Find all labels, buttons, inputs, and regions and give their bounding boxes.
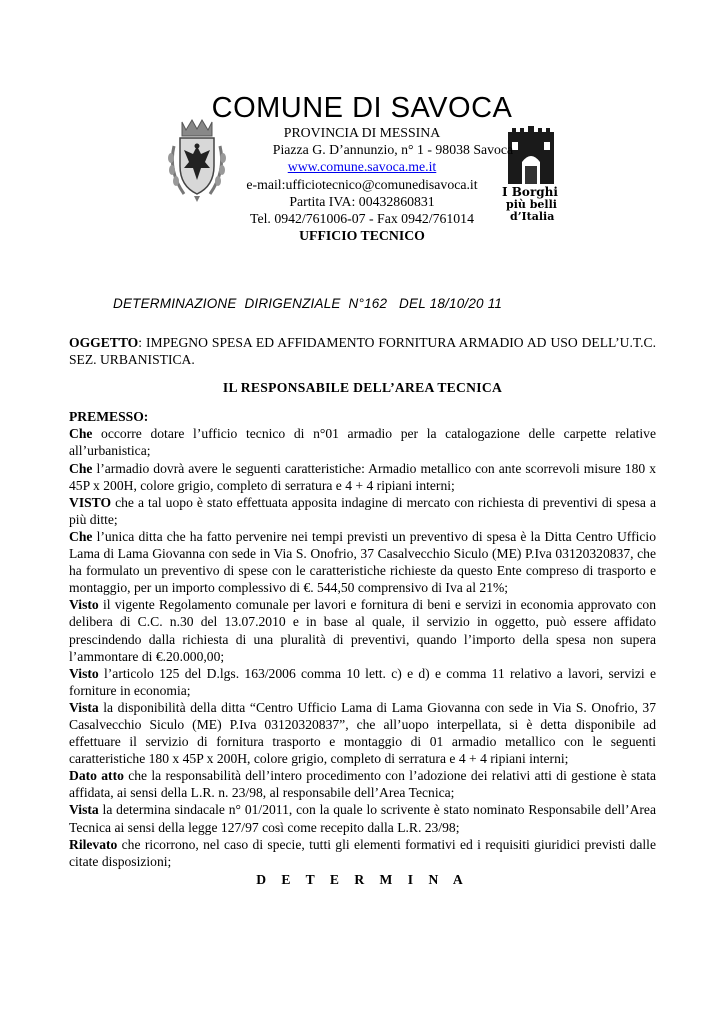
paragraph-text: che ricorrono, nel caso di specie, tutti gli elementi formativi ed i requisiti giuridici previsti dalle citate disposizioni; xyxy=(69,836,656,869)
paragraph-text: la disponibilità della ditta “Centro Ufficio Lama di Lama Giovanna con sede in Via S. Onofrio, 37 Casalvecchio Siculo (ME) P.Iva 03120320837”, che all’uopo interpellata, si è detta disponibile ad effettuare il servizio di fornitura trasporto e montaggio di 01 armadio metallico con le seguenti caratteristiche 180 x 45P x 200H, colore grigio, completo di serratura e 4 + 4 ripiani interni; xyxy=(69,699,656,767)
phone-fax: Tel. 0942/761006-07 - Fax 0942/761014 xyxy=(250,211,474,227)
paragraph-lead: Che xyxy=(69,426,93,442)
paragraph-lead: Vista xyxy=(69,699,99,715)
paragraph-lead: Visto xyxy=(69,665,99,681)
website-link[interactable]: www.comune.savoca.me.it xyxy=(287,159,437,175)
paragraph-lead: Che xyxy=(69,460,93,476)
determination-title: DETERMINAZIONE DIRIGENZIALE N°162 DEL 18/10/20 11 xyxy=(113,296,503,311)
paragraph-text: occorre dotare l’ufficio tecnico di n°01 armadio per la catalogazione delle carpette relative all’urbanistica; xyxy=(69,426,656,459)
address: Piazza G. D’annunzio, n° 1 - 98038 Savoca xyxy=(272,142,514,158)
subject-label: OGGETTO xyxy=(69,335,139,350)
paragraph-text: l’unica ditta che ha fatto pervenire nei tempi previsti un preventivo di spesa è la Ditta Centro Ufficio Lama di Lama Giovanna con sede in Via S. Onofrio, 37 Casalvecchio Siculo (ME) P.Iva 03120320837, che ha formulato un preventivo di spese con le caratteristiche richieste da questo Ente compreso di trasporto e montaggio, per un importo complessivo di €. 544,50 comprensivo di Iva al 21%; xyxy=(69,528,656,596)
paragraph-lead: Visto xyxy=(69,597,99,613)
premesso-heading: PREMESSO: xyxy=(69,409,149,425)
document-body xyxy=(69,334,656,888)
logo-line-3: d’Italia xyxy=(510,210,555,223)
paragraph-text: che la responsabilità dell’intero procedimento con l’adozione dei relativi atti di gestione è stata affidata, ai sensi della L.R. n. 23/98, al responsabile dell’Area Tecnica; xyxy=(69,768,657,801)
vat-number: Partita IVA: 00432860831 xyxy=(289,193,435,209)
paragraph xyxy=(69,494,656,528)
paragraph-lead: VISTO xyxy=(69,494,112,510)
paragraph xyxy=(69,596,656,664)
paragraph-text: l’armadio dovrà avere le seguenti caratteristiche: Armadio metallico con ante scorrevoli misure 180 x 45P x 200H, colore grigio, completo di serratura e 4 + 4 ripiani interni; xyxy=(69,460,656,493)
paragraph xyxy=(69,801,656,835)
letterhead xyxy=(0,92,724,244)
paragraph-lead: Rilevato xyxy=(69,836,118,852)
subject-text: : IMPEGNO SPESA ED AFFIDAMENTO FORNITURA ARMADIO AD USO DELL’U.T.C. SEZ. URBANISTICA. xyxy=(69,335,656,368)
paragraph xyxy=(69,425,656,459)
logo-line-2: più belli xyxy=(506,198,557,211)
paragraph-text: che a tal uopo è stato effettuata apposita indagine di mercato con richiesta di preventivi di spesa a più ditte; xyxy=(69,494,656,527)
province-name: PROVINCIA DI MESSINA xyxy=(283,125,441,140)
paragraph xyxy=(69,836,656,870)
logo-line-1: I Borghi xyxy=(502,185,558,199)
paragraph-lead: Che xyxy=(69,528,93,544)
paragraph-text: l’articolo 125 del D.lgs. 163/2006 comma 10 lett. c) e d) e comma 11 relativo a lavori, servizi e forniture in economia; xyxy=(69,665,656,698)
responsible-heading: IL RESPONSABILE DELL’AREA TECNICA xyxy=(222,380,503,396)
paragraph xyxy=(69,528,656,596)
paragraph-lead: Vista xyxy=(69,802,99,818)
email-address: e-mail:ufficiotecnico@comunedisavoca.it xyxy=(246,176,478,192)
paragraph-lead: Dato atto xyxy=(69,768,124,784)
municipality-name: COMUNE DI SAVOCA xyxy=(211,92,513,124)
determina-heading: D E T E R M I N A xyxy=(256,871,469,887)
paragraph-text: la determina sindacale n° 01/2011, con la quale lo scrivente è stato nominato Responsabile dell’Area Tecnica ai sensi della legge 127/97 così come recepito dalla L.R. 23/98; xyxy=(69,802,656,835)
office-name: UFFICIO TECNICO xyxy=(299,228,425,244)
paragraph xyxy=(69,699,656,767)
paragraph xyxy=(69,665,656,699)
subject-line xyxy=(69,334,656,368)
paragraph xyxy=(69,767,656,801)
paragraph xyxy=(69,460,656,494)
paragraph-text: il vigente Regolamento comunale per lavori e fornitura di beni e servizi in economia approvato con delibera di C.C. n.30 del 13.07.2010 e in base al quale, il servizio in oggetto, può essere affidato prescindendo dalla richiesta di una pluralità di preventivi, quando l’importo della spesa non supera l’ammontare di €.20.000,00; xyxy=(69,597,656,664)
